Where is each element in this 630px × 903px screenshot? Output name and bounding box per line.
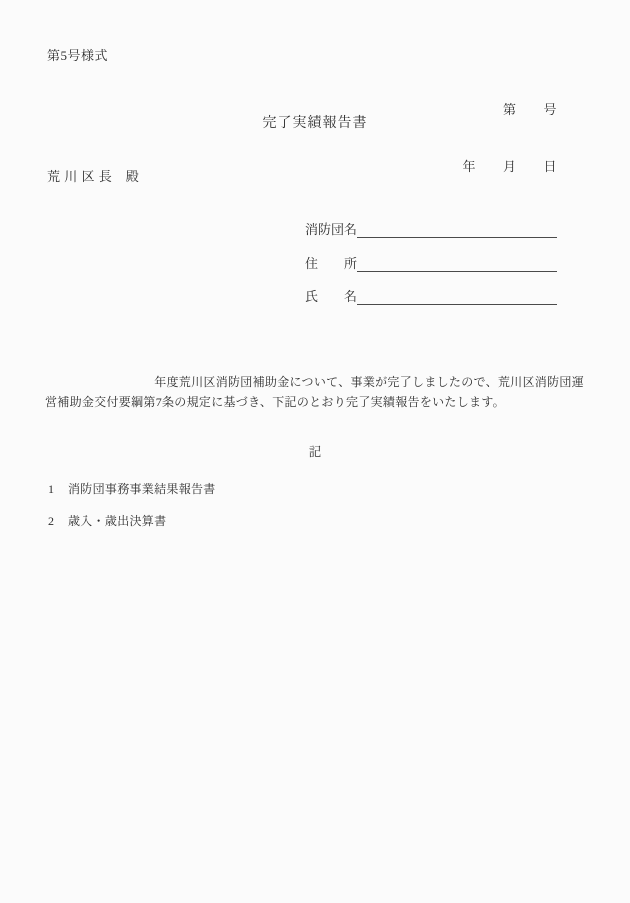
item-2-number: 2 bbox=[48, 514, 55, 528]
addressee-line: 荒 川 区 長 殿 bbox=[47, 169, 140, 184]
document-number-line: 第 号 bbox=[502, 102, 557, 117]
date-line: 年 月 日 bbox=[462, 159, 557, 174]
field-row-address bbox=[305, 255, 557, 272]
brigade-name-fill-line bbox=[357, 221, 557, 238]
brigade-name-label: 消防団名 bbox=[305, 222, 358, 237]
name-fill-line bbox=[357, 288, 557, 305]
field-row-brigade-name bbox=[305, 221, 557, 238]
record-marker: 記 bbox=[308, 445, 322, 459]
item-1-label: 消防団事務事業結果報告書 bbox=[68, 482, 216, 496]
field-row-name bbox=[305, 288, 557, 305]
item-2-label: 歳入・歳出決算書 bbox=[68, 514, 167, 528]
body-paragraph: 年度荒川区消防団補助金について、事業が完了しましたので、荒川区消防団運営補助金交付要綱第7条の規定に基づき、下記のとおり完了実績報告をいたします。 bbox=[45, 375, 584, 409]
address-label: 住 所 bbox=[305, 256, 358, 271]
item-1-number: 1 bbox=[48, 482, 55, 496]
page-title: 完了実績報告書 bbox=[262, 116, 368, 131]
form-number: 第5号様式 bbox=[47, 48, 109, 63]
document-number-date-block bbox=[462, 62, 557, 214]
list-item bbox=[48, 513, 166, 529]
address-fill-line bbox=[357, 255, 557, 272]
name-label: 氏 名 bbox=[305, 289, 358, 304]
list-item bbox=[48, 481, 216, 497]
